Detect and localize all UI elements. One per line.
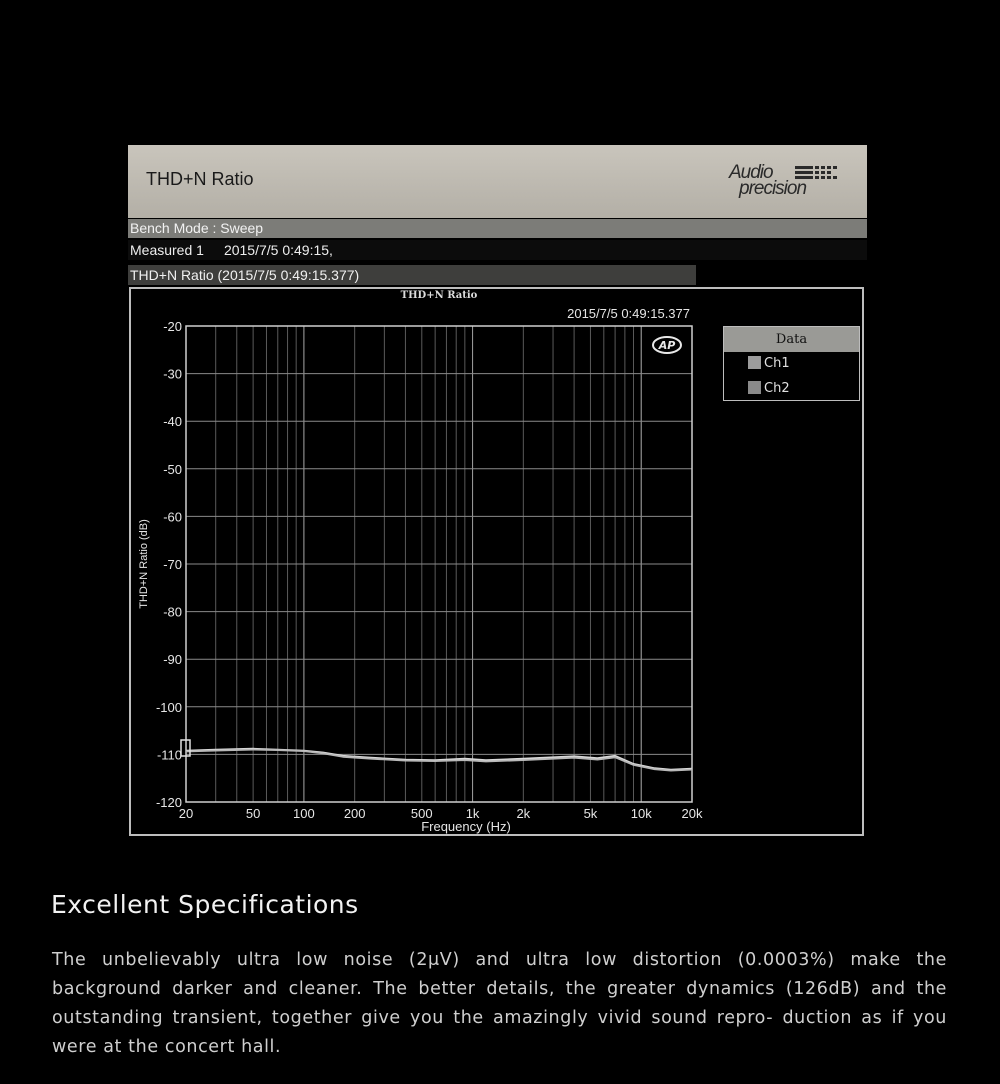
x-tick-label: 50 [245, 806, 261, 821]
legend [723, 326, 860, 401]
legend-label-ch2: Ch2 [764, 381, 790, 396]
audio-precision-logo [729, 162, 841, 200]
x-tick-label: 500 [410, 806, 433, 821]
report-title: THD+N Ratio [146, 169, 254, 189]
y-tick-label: -70 [163, 557, 182, 572]
y-tick-label: -120 [155, 795, 182, 810]
x-tick-label: 20 [178, 806, 194, 821]
x-tick-label: 2k [516, 806, 531, 821]
y-tick-label: -100 [155, 699, 182, 715]
x-tick-label: 100 [293, 806, 315, 821]
graph-title-row [128, 265, 696, 285]
bench-mode-label: Bench Mode : Sweep [130, 220, 264, 236]
x-tick-label: 5k [583, 806, 598, 821]
svg-text:AP: AP [658, 339, 676, 352]
y-tick-label: -60 [163, 509, 182, 525]
x-axis-label: Frequency (Hz) [421, 819, 511, 834]
x-tick-label: 10k [630, 806, 652, 821]
y-tick-label: -30 [163, 366, 182, 382]
measured-datetime: 2015/7/5 0:49:15, [223, 242, 333, 258]
x-tick-label: 1k [465, 806, 480, 821]
series-layer [186, 749, 692, 771]
logo-text-precision: precision [739, 178, 807, 199]
series-line-ch2 [186, 750, 692, 771]
section-body: The unbelievably ultra low noise (2μV) and ultra low distortion (0.0003%) make the background darker and cleaner. The better details, the greater dynamics (126dB) and the outstanding transient, together give you the amazingly vivid sound repro- duction as if you were at the concert hall. [52, 950, 947, 1057]
grid-major [186, 326, 692, 802]
section-title: Excellent Specifications [51, 890, 359, 919]
y-tick-label: -80 [163, 604, 182, 620]
measured-row [128, 240, 867, 260]
y-tick-labels [156, 319, 182, 810]
graph-title: THD+N Ratio (2015/7/5 0:49:15.377) [130, 267, 360, 283]
ap-watermark-icon [653, 337, 681, 353]
logo-text-audio: Audio [729, 162, 773, 183]
y-tick-label: -90 [163, 652, 182, 668]
y-tick-label: -50 [163, 461, 182, 477]
legend-swatch-ch1 [748, 356, 761, 369]
y-axis-label: THD+N Ratio (dB) [138, 519, 150, 609]
y-tick-label: -110 [156, 747, 182, 763]
report-header [128, 145, 867, 218]
series-line-ch1 [186, 749, 692, 770]
x-tick-label: 20k [681, 806, 703, 821]
measured-label: Measured 1 [130, 242, 204, 258]
y-tick-label: -20 [163, 319, 182, 334]
legend-label-ch1: Ch1 [764, 356, 790, 371]
bench-mode-row [128, 219, 867, 238]
y-tick-label: -40 [163, 414, 182, 430]
legend-item-ch1 [748, 356, 790, 371]
chart-timestamp: 2015/7/5 0:49:15.377 [567, 306, 690, 321]
legend-swatch-ch2 [748, 381, 761, 394]
chart-title: THD+N Ratio [400, 290, 478, 301]
legend-item-ch2 [748, 381, 790, 396]
x-tick-label: 200 [343, 806, 366, 821]
legend-title: Data [724, 327, 859, 352]
